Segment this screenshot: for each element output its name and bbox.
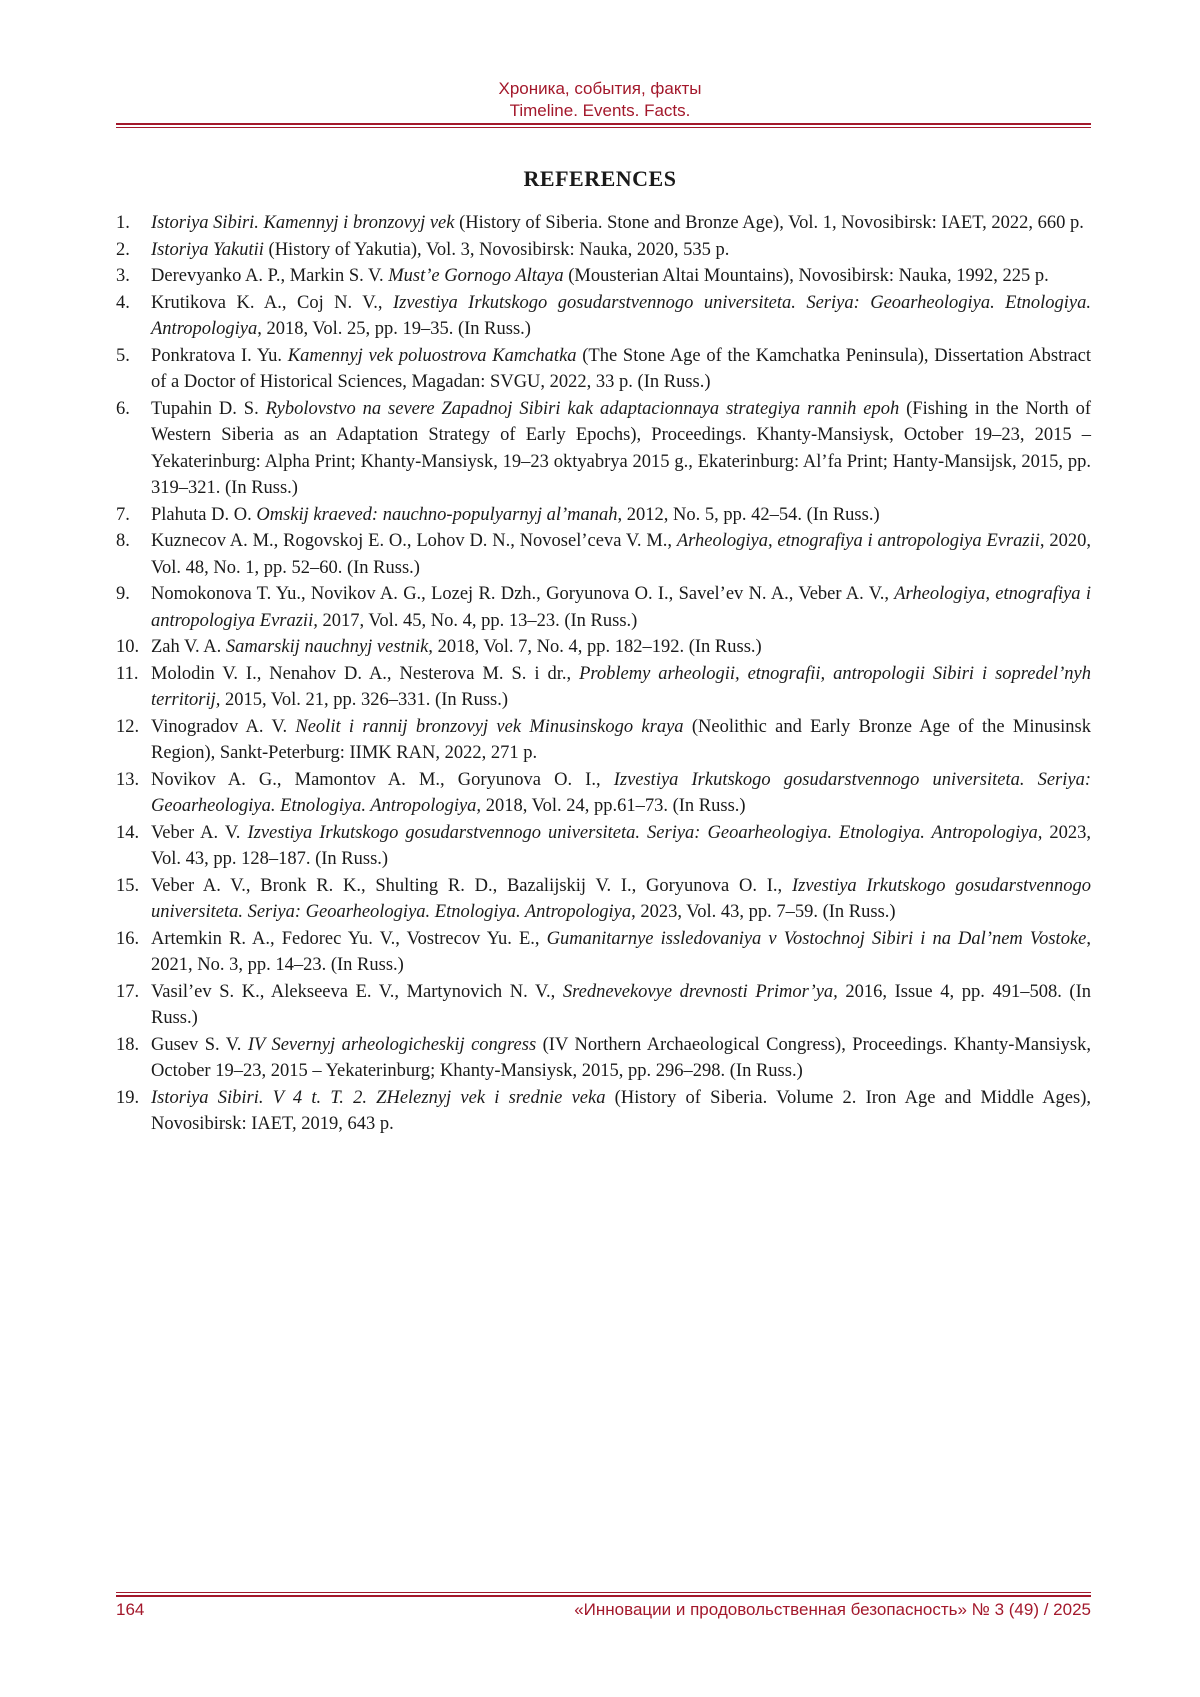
reference-item bbox=[116, 210, 1091, 237]
reference-number: 3. bbox=[116, 266, 130, 286]
running-header bbox=[0, 78, 1200, 122]
reference-text: (History of Siberia. Stone and Bronze Age), Vol. 1, Novosibirsk: IAET, 2022, 660 p. bbox=[454, 213, 1084, 233]
reference-text: (Fishing in the North of Western Siberia as an Adaptation Strategy of Early Epochs), Proceedings. Khanty-Mansiysk, October 19–23, 2015 – Yekaterinburg: Alpha Print; Khanty-Mansiysk, 19–23 oktyabrya 2015 g., Ekaterinburg: Al’fa Print; Hanty-Mansijsk, 2015, pp. 319–321. (In Russ.) bbox=[151, 398, 1091, 498]
reference-number: 5. bbox=[116, 345, 130, 366]
reference-item bbox=[116, 528, 1091, 581]
reference-source-title: Istoriya Sibiri. Kamennyj i bronzovyj vek bbox=[151, 213, 455, 233]
footer-rule-bottom bbox=[116, 1595, 1091, 1597]
reference-text: Plahuta D. O. bbox=[151, 504, 257, 525]
reference-text: Vinogradov A. V. bbox=[151, 716, 296, 737]
reference-item bbox=[116, 1085, 1091, 1138]
reference-source-title: Kamennyj vek poluostrova Kamchatka bbox=[287, 345, 577, 366]
reference-text: Ponkratova I. Yu. bbox=[151, 345, 288, 366]
reference-source-title: Istoriya Yakutii bbox=[151, 239, 264, 260]
reference-number: 1. bbox=[116, 213, 130, 233]
reference-source-title: Arheologiya, etnografiya i antropologiya Evrazii, bbox=[151, 584, 1091, 631]
reference-source-title: IV Severnyj arheologicheskij congress bbox=[247, 1034, 537, 1055]
reference-text: (History of Siberia. Volume 2. Iron Age and Middle Ages), Novosibirsk: IAET, 2019, 643 p. bbox=[151, 1087, 1091, 1134]
header-rule-top bbox=[116, 123, 1091, 125]
reference-item bbox=[116, 926, 1091, 979]
reference-text: 2016, Issue 4, pp. 491–508. (In Russ.) bbox=[151, 981, 1091, 1028]
reference-source-title: Gumanitarnye issledovaniya v Vostochnoj Sibiri i na Dal’nem Vostoke bbox=[546, 928, 1087, 949]
reference-text: 2017, Vol. 45, No. 4, pp. 13–23. (In Russ.) bbox=[317, 610, 638, 631]
reference-source-title: Samarskij nauchnyj vestnik, bbox=[225, 637, 433, 657]
reference-number: 19. bbox=[116, 1087, 140, 1108]
reference-text: 2015, Vol. 21, pp. 326–331. (In Russ.) bbox=[220, 690, 509, 710]
reference-text: Novikov A. G., Mamontov A. M., Goryunova O. I., bbox=[151, 769, 614, 790]
references-heading: REFERENCES bbox=[523, 166, 677, 191]
reference-text: Veber A. V., Bronk R. K., Shulting R. D., Bazalijskij V. I., Goryunova O. I., bbox=[151, 875, 792, 896]
reference-text: , 2021, No. 3, pp. 14–23. (In Russ.) bbox=[151, 928, 1091, 975]
reference-text: Molodin V. I., Nenahov D. A., Nesterova M. S. i dr., bbox=[151, 663, 580, 684]
reference-text: (Mousterian Altai Mountains), Novosibirsk: Nauka, 1992, 225 p. bbox=[563, 266, 1049, 286]
reference-item bbox=[116, 1032, 1091, 1085]
reference-text: 2018, Vol. 7, No. 4, pp. 182–192. (In Russ.) bbox=[432, 637, 762, 657]
reference-item bbox=[116, 396, 1091, 502]
reference-text: (History of Yakutia), Vol. 3, Novosibirsk: Nauka, 2020, 535 p. bbox=[263, 239, 730, 260]
reference-number: 14. bbox=[116, 822, 140, 843]
reference-text: Veber A. V. bbox=[151, 822, 248, 843]
page-number: 164 bbox=[116, 1600, 145, 1619]
footer-rule-top bbox=[116, 1592, 1091, 1593]
reference-source-title: Izvestiya Irkutskogo gosudarstvennogo universiteta. Seriya: Geoarheologiya. Etnologiya. Antropologiya bbox=[151, 292, 1091, 339]
reference-number: 9. bbox=[116, 584, 130, 604]
reference-text: Zah V. A. bbox=[151, 637, 226, 657]
reference-text: , 2012, No. 5, pp. 42–54. (In Russ.) bbox=[617, 504, 880, 525]
reference-number: 2. bbox=[116, 239, 130, 260]
reference-item bbox=[116, 634, 1091, 661]
reference-text: Krutikova K. A., Coj N. V., bbox=[151, 292, 393, 313]
reference-item bbox=[116, 820, 1091, 873]
reference-number: 8. bbox=[116, 531, 130, 551]
reference-text: Artemkin R. A., Fedorec Yu. V., Vostrecov Yu. E., bbox=[151, 928, 547, 949]
reference-text: Gusev S. V. bbox=[151, 1034, 248, 1055]
reference-source-title: Izvestiya Irkutskogo gosudarstvennogo universiteta. Seriya: Geoarheologiya. Etnologiya. Antropologiya bbox=[151, 875, 1091, 922]
reference-item bbox=[116, 661, 1091, 714]
reference-number: 6. bbox=[116, 398, 130, 419]
reference-item bbox=[116, 581, 1091, 634]
reference-text: (The Stone Age of the Kamchatka Peninsula), Dissertation Abstract of a Doctor of Historical Sciences, Magadan: SVGU, 2022, 33 p. (In Russ.) bbox=[151, 345, 1091, 392]
reference-text: 2018, Vol. 24, pp.61–73. (In Russ.) bbox=[481, 796, 746, 816]
reference-item bbox=[116, 290, 1091, 343]
reference-text: (Neolithic and Early Bronze Age of the Minusinsk Region), Sankt-Peterburg: IIMK RAN, 2022, 271 p. bbox=[151, 716, 1092, 763]
reference-text: Tupahin D. S. bbox=[151, 398, 266, 419]
reference-source-title: Rybolovstvo na severe Zapadnoj Sibiri kak adaptacionnaya strategiya rannih epoh bbox=[265, 398, 900, 419]
reference-number: 11. bbox=[116, 663, 139, 684]
reference-number: 17. bbox=[116, 981, 140, 1002]
reference-number: 13. bbox=[116, 769, 140, 790]
reference-item bbox=[116, 263, 1091, 290]
reference-number: 18. bbox=[116, 1034, 140, 1055]
reference-item bbox=[116, 979, 1091, 1032]
reference-item bbox=[116, 237, 1091, 264]
reference-source-title: Istoriya Sibiri. V 4 t. T. 2. ZHeleznyj vek i srednie veka bbox=[151, 1087, 606, 1108]
reference-item bbox=[116, 343, 1091, 396]
reference-source-title: Srednevekovye drevnosti Primor’ya, bbox=[562, 981, 838, 1002]
reference-text: Vasil’ev S. K., Alekseeva E. V., Martynovich N. V., bbox=[151, 981, 563, 1002]
header-rule-bottom bbox=[116, 127, 1091, 128]
reference-source-title: Omskij kraeved: nauchno-populyarnyj al’manah bbox=[256, 504, 618, 525]
reference-text: Derevyanko A. P., Markin S. V. bbox=[151, 266, 389, 286]
reference-text: , 2020, Vol. 48, No. 1, pp. 52–60. (In Russ.) bbox=[151, 531, 1091, 578]
reference-source-title: Must’e Gornogo Altaya bbox=[388, 266, 564, 286]
reference-source-title: Izvestiya Irkutskogo gosudarstvennogo universiteta. Seriya: Geoarheologiya. Etnologiya. Antropologiya, bbox=[247, 822, 1043, 843]
header-title-en: Timeline. Events. Facts. bbox=[509, 101, 691, 120]
reference-text: , 2023, Vol. 43, pp. 7–59. (In Russ.) bbox=[631, 902, 896, 922]
reference-text: , 2018, Vol. 25, pp. 19–35. (In Russ.) bbox=[257, 319, 531, 339]
reference-source-title: Izvestiya Irkutskogo gosudarstvennogo universiteta. Seriya: Geoarheologiya. Etnologiya. Antropologiya, bbox=[151, 769, 1091, 816]
reference-item bbox=[116, 714, 1091, 767]
reference-text: 2023, Vol. 43, pp. 128–187. (In Russ.) bbox=[151, 822, 1092, 869]
reference-source-title: Neolit i rannij bronzovyj vek Minusinskogo kraya bbox=[295, 716, 684, 737]
reference-number: 12. bbox=[116, 716, 140, 737]
reference-number: 4. bbox=[116, 292, 130, 313]
reference-item bbox=[116, 502, 1091, 529]
reference-text: Nomokonova T. Yu., Novikov A. G., Lozej R. Dzh., Goryunova O. I., Savel’ev N. A., Veber A. V., bbox=[151, 584, 895, 604]
header-title-ru: Хроника, события, факты bbox=[498, 79, 702, 98]
reference-item bbox=[116, 873, 1091, 926]
reference-text: Kuznecov A. M., Rogovskoj E. O., Lohov D. N., Novosel’ceva V. M., bbox=[151, 531, 677, 551]
reference-number: 7. bbox=[116, 504, 130, 525]
reference-item bbox=[116, 767, 1091, 820]
reference-text: (IV Northern Archaeological Congress), Proceedings. Khanty-Mansiysk, October 19–23, 2015 – Yekaterinburg; Khanty-Mansiysk, 2015, pp. 296–298. (In Russ.) bbox=[151, 1034, 1092, 1081]
reference-source-title: Problemy arheologii, etnografii, antropologii Sibiri i sopredel’nyh territorij, bbox=[151, 663, 1091, 710]
reference-number: 16. bbox=[116, 928, 140, 949]
journal-title: «Инновации и продовольственная безопасность» № 3 (49) / 2025 bbox=[574, 1600, 1091, 1619]
reference-source-title: Arheologiya, etnografiya i antropologiya Evrazii bbox=[676, 531, 1040, 551]
reference-number: 10. bbox=[116, 637, 140, 657]
references-list bbox=[116, 210, 1091, 1138]
reference-number: 15. bbox=[116, 875, 140, 896]
